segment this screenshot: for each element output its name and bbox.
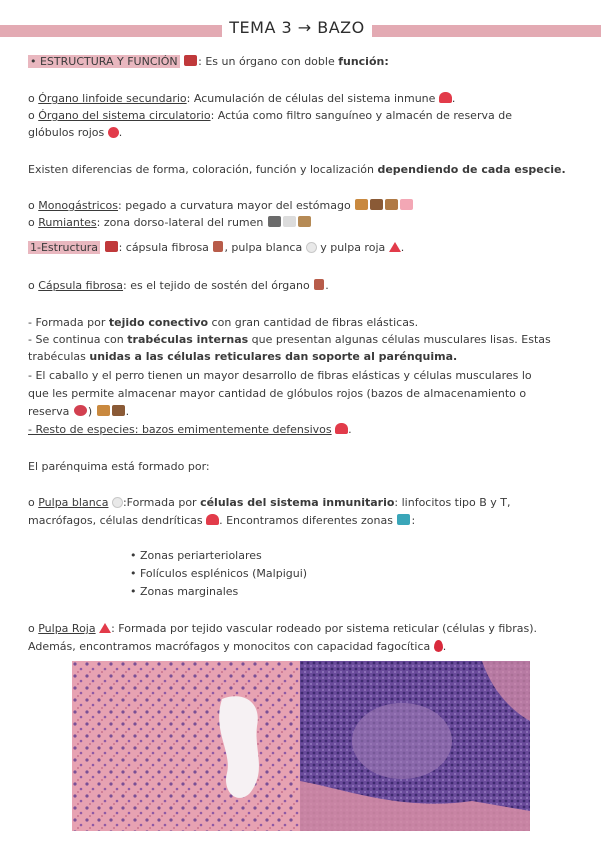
text: y pulpa roja xyxy=(316,241,389,254)
zone-item: • Folículos esplénicos (Malpigui) xyxy=(130,567,308,580)
histology-image xyxy=(72,661,530,831)
line-estructura xyxy=(28,55,389,69)
text: - Resto de especies: bazos emimentemente defensivos xyxy=(28,423,332,436)
bullet: o xyxy=(28,199,39,212)
line-formada xyxy=(28,316,418,330)
text: :Formada por xyxy=(122,496,201,509)
text: : zona dorso-lateral del rumen xyxy=(96,216,267,229)
line-pulpa-blanca xyxy=(28,496,511,510)
text: Existen diferencias de forma, coloración, función y localización xyxy=(28,163,378,176)
line-caballo xyxy=(28,369,532,383)
title-bar-right xyxy=(372,25,601,37)
text: : pegado a curvatura mayor del estómago xyxy=(118,199,355,212)
text: glóbulos rojos xyxy=(28,126,108,139)
text-bold: dependiendo de cada especie. xyxy=(377,163,566,176)
term: Órgano del sistema circulatorio xyxy=(38,109,211,122)
bullet: o xyxy=(28,496,39,509)
section-heading: 1-Estructura xyxy=(30,241,99,254)
text-bold: tejido conectivo xyxy=(108,316,209,329)
title-bar-left xyxy=(0,25,222,37)
text: : Formada por tejido vascular rodeado por sistema reticular (células y fibras). xyxy=(111,622,538,635)
text: - Formada por xyxy=(28,316,109,329)
text: , pulpa blanca xyxy=(224,241,306,254)
line-pulpa-roja xyxy=(28,622,537,636)
bullet: o xyxy=(28,109,39,122)
line-ademas: Además, encontramos macrófagos y monocitos con capacidad fagocítica . xyxy=(28,640,447,653)
text: - El caballo y el perro tienen un mayor desarrollo de fibras elásticas y células musculares lo xyxy=(28,369,532,382)
dog-icon xyxy=(97,405,110,416)
white-circle-icon xyxy=(306,242,317,253)
fibrous-icon xyxy=(213,241,223,252)
line-organo-circulatorio xyxy=(28,109,512,123)
text-bold: función: xyxy=(338,55,389,68)
red-triangle-icon xyxy=(389,242,401,252)
line-estructura-1: 1-Estructura : cápsula fibrosa , pulpa blanca y pulpa roja . xyxy=(30,241,405,254)
bullet: o xyxy=(28,92,39,105)
term: Pulpa blanca xyxy=(38,496,109,509)
line-resto: - Resto de especies: bazos emimentemente defensivos . xyxy=(28,423,352,436)
goat-icon xyxy=(298,216,311,227)
term: Pulpa Roja xyxy=(38,622,96,635)
line-monogastricos xyxy=(28,199,414,213)
text: reserva xyxy=(28,405,73,418)
text: Además, encontramos macrófagos y monocitos con capacidad fagocítica xyxy=(28,640,434,653)
dog-icon xyxy=(355,199,368,210)
line-permite xyxy=(28,387,526,401)
line-continua xyxy=(28,333,551,347)
page-title: TEMA 3 → BAZO xyxy=(229,18,365,37)
term: Monogástricos xyxy=(38,199,119,212)
text: que les permite almacenar mayor cantidad de glóbulos rojos (bazos de almacenamiento o xyxy=(28,387,527,400)
map-icon xyxy=(397,514,410,525)
text: con gran cantidad de fibras elásticas. xyxy=(208,316,419,329)
text: que presentan algunas células musculares lisas. Estas xyxy=(248,333,551,346)
sheep-icon xyxy=(283,216,296,227)
horse-icon xyxy=(112,405,125,416)
line-parenquima xyxy=(28,460,210,474)
bullet: o xyxy=(28,622,39,635)
text: trabéculas xyxy=(28,350,90,363)
text-bold: células del sistema inmunitario xyxy=(200,496,395,509)
zone-item: • Zonas marginales xyxy=(130,585,239,598)
text-bold: unidas a las células reticulares dan soporte al parénquima. xyxy=(89,350,458,363)
text: : Es un órgano con doble xyxy=(198,55,339,68)
line-rumiantes xyxy=(28,216,312,230)
backpack-icon xyxy=(74,405,87,416)
cow-icon xyxy=(268,216,281,227)
text: : Actúa como filtro sanguíneo y almacén de reserva de xyxy=(210,109,512,122)
line-globulos: glóbulos rojos . xyxy=(28,126,123,139)
histology-svg xyxy=(72,661,530,831)
fibrous-icon xyxy=(314,279,324,290)
spleen-icon xyxy=(184,55,197,66)
pig-icon xyxy=(400,199,413,210)
spleen-icon xyxy=(105,241,118,252)
line-reserva: reserva ) . xyxy=(28,405,130,418)
dog-icon xyxy=(385,199,398,210)
white-circle-icon xyxy=(112,497,123,508)
helmet-icon xyxy=(335,423,348,434)
section-heading: • ESTRUCTURA Y FUNCIÓN xyxy=(30,55,178,68)
helmet-icon xyxy=(439,92,452,103)
text-bold: trabéculas internas xyxy=(127,333,249,346)
text: : linfocitos tipo B y T, xyxy=(394,496,511,509)
zone-item: • Zonas periarteriolares xyxy=(130,549,262,562)
text: El parénquima está formado por: xyxy=(28,460,210,473)
helmet-icon xyxy=(206,514,219,525)
term: Rumiantes xyxy=(38,216,97,229)
text: macrófagos, células dendríticas xyxy=(28,514,207,527)
bullet: o xyxy=(28,216,39,229)
line-organo-linfoide: o Órgano linfoide secundario: Acumulación de células del sistema inmune . xyxy=(28,92,456,105)
red-circle-icon xyxy=(108,127,119,138)
red-triangle-icon xyxy=(99,623,111,633)
line-macrofagos: macrófagos, células dendríticas . Encontramos diferentes zonas : xyxy=(28,514,416,527)
line-trabeculas xyxy=(28,350,457,364)
text: : cápsula fibrosa xyxy=(118,241,213,254)
term: Cápsula fibrosa xyxy=(38,279,124,292)
line-diferencias xyxy=(28,163,566,177)
horse-icon xyxy=(370,199,383,210)
text: . Encontramos diferentes zonas xyxy=(219,514,397,527)
text: : Acumulación de células del sistema inmune xyxy=(186,92,439,105)
text: : es el tejido de sostén del órgano xyxy=(123,279,314,292)
term: Órgano linfoide secundario xyxy=(38,92,187,105)
bullet: o xyxy=(28,279,39,292)
blood-drop-icon xyxy=(434,640,443,652)
text: - Se continua con xyxy=(28,333,128,346)
line-capsula: o Cápsula fibrosa: es el tejido de sostén del órgano . xyxy=(28,279,329,292)
title-row xyxy=(0,18,601,44)
